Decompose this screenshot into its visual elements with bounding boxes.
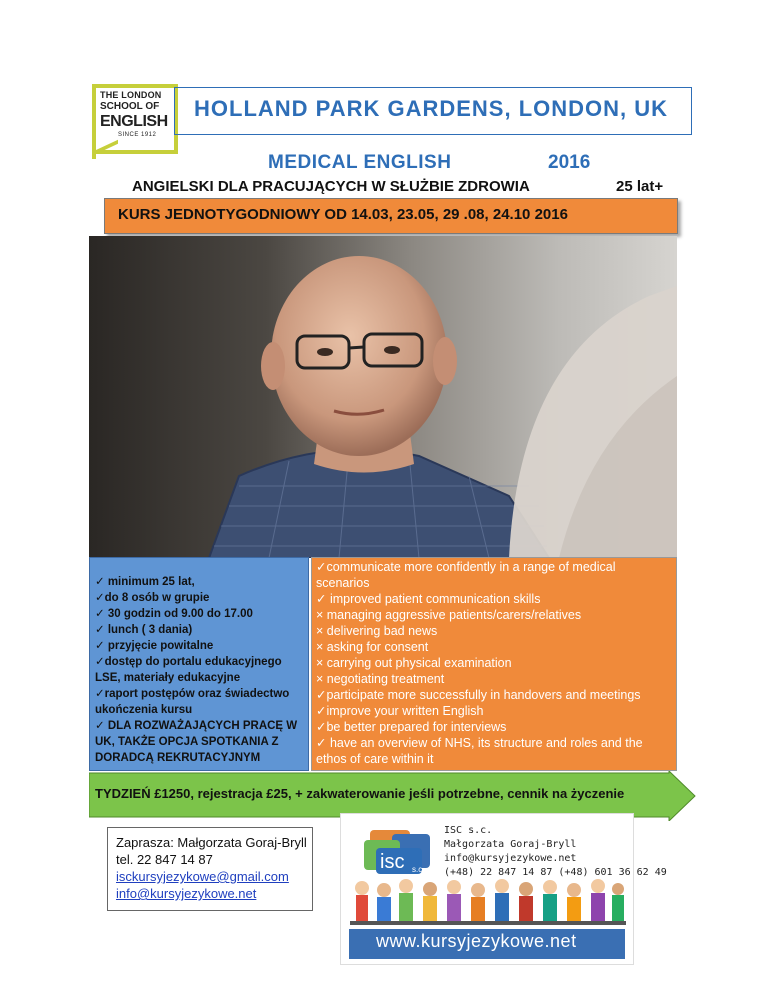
isc-company: ISC s.c. — [444, 825, 493, 836]
outcome-item: ✓participate more successfully in handovers and meetings — [316, 688, 641, 702]
contact-details — [116, 834, 307, 902]
feature-item: ✓ minimum 25 lat, — [95, 576, 195, 588]
logo-text-line4: SINCE 1912 — [118, 132, 157, 138]
outcome-item: × delivering bad news — [316, 624, 438, 638]
outcome-item: ✓ improved patient communication skills — [316, 592, 541, 606]
crowd-illustration — [350, 878, 626, 932]
page-title: HOLLAND PARK GARDENS, LONDON, UK — [194, 96, 669, 121]
price-text: TYDZIEŃ £1250, rejestracja £25, + zakwaterowanie jeśli potrzebne, cennik na życzenie — [95, 786, 625, 801]
outcome-item: ✓communicate more confidently in a range of medical scenarios — [316, 560, 616, 590]
course-dates: KURS JEDNOTYGODNIOWY OD 14.03, 23.05, 29 .08, 24.10 2016 — [118, 206, 568, 223]
logo-text-line2: SCHOOL OF — [100, 101, 160, 112]
outcome-item: × negotiating treatment — [316, 672, 445, 686]
outcome-item: ✓ have an overview of NHS, its structure and roles and the ethos of care within it — [316, 736, 643, 766]
feature-item: ✓ 30 godzin od 9.00 do 17.00 — [95, 608, 253, 620]
isc-email: info@kursyjezykowe.net — [444, 853, 577, 864]
isc-website-link[interactable]: www.kursyjezykowe.net — [376, 931, 577, 951]
outcome-item: × asking for consent — [316, 640, 429, 654]
isc-logo-icon — [362, 826, 442, 886]
features-list — [95, 574, 305, 766]
doctor-photo — [89, 236, 677, 558]
outcome-item: × managing aggressive patients/carers/relatives — [316, 608, 582, 622]
isc-phones: (+48) 22 847 14 87 (+48) 601 36 62 49 — [444, 867, 667, 878]
feature-item: ✓do 8 osób w grupie — [95, 592, 210, 604]
isc-logo-text: isc — [380, 851, 405, 873]
age-requirement: 25 lat+ — [616, 178, 664, 195]
logo-text-line1: THE LONDON — [100, 90, 162, 100]
feature-item: ✓ lunch ( 3 dania) — [95, 624, 193, 636]
course-subtitle: ANGIELSKI DLA PRACUJĄCYCH W SŁUŻBIE ZDROWIA — [132, 178, 530, 195]
outcome-item: × carrying out physical examination — [316, 656, 512, 670]
course-title: MEDICAL ENGLISH — [268, 152, 452, 173]
feature-item: ✓ przyjęcie powitalne — [95, 640, 214, 652]
isc-person: Małgorzata Goraj-Bryll — [444, 839, 577, 850]
outcomes-list — [316, 559, 671, 767]
isc-contact-info — [444, 824, 667, 880]
course-year: 2016 — [548, 152, 591, 173]
feature-item: ✓raport postępów oraz świadectwo ukończenia kursu — [95, 688, 290, 716]
logo-text-line3: ENGLISH — [100, 113, 168, 130]
isc-logo-sub: s.c. — [412, 865, 425, 874]
outcome-item: ✓improve your written English — [316, 704, 484, 718]
contact-email-info[interactable]: info@kursyjezykowe.net — [116, 886, 257, 901]
contact-email-gmail[interactable]: isckursyjezykowe@gmail.com — [116, 869, 289, 884]
doctor-photo-illustration — [89, 236, 677, 558]
contact-person: Zaprasza: Małgorzata Goraj-Bryll — [116, 835, 307, 850]
contact-phone: tel. 22 847 14 87 — [116, 852, 213, 867]
outcome-item: ✓be better prepared for interviews — [316, 720, 507, 734]
feature-item: ✓ DLA ROZWAŻAJĄCYCH PRACĘ W UK, TAKŻE OPCJA SPOTKANIA Z DORADCĄ REKRUTACYJNYM — [95, 720, 298, 764]
feature-item: ✓dostęp do portalu edukacyjnego LSE, materiały edukacyjne — [95, 656, 282, 684]
